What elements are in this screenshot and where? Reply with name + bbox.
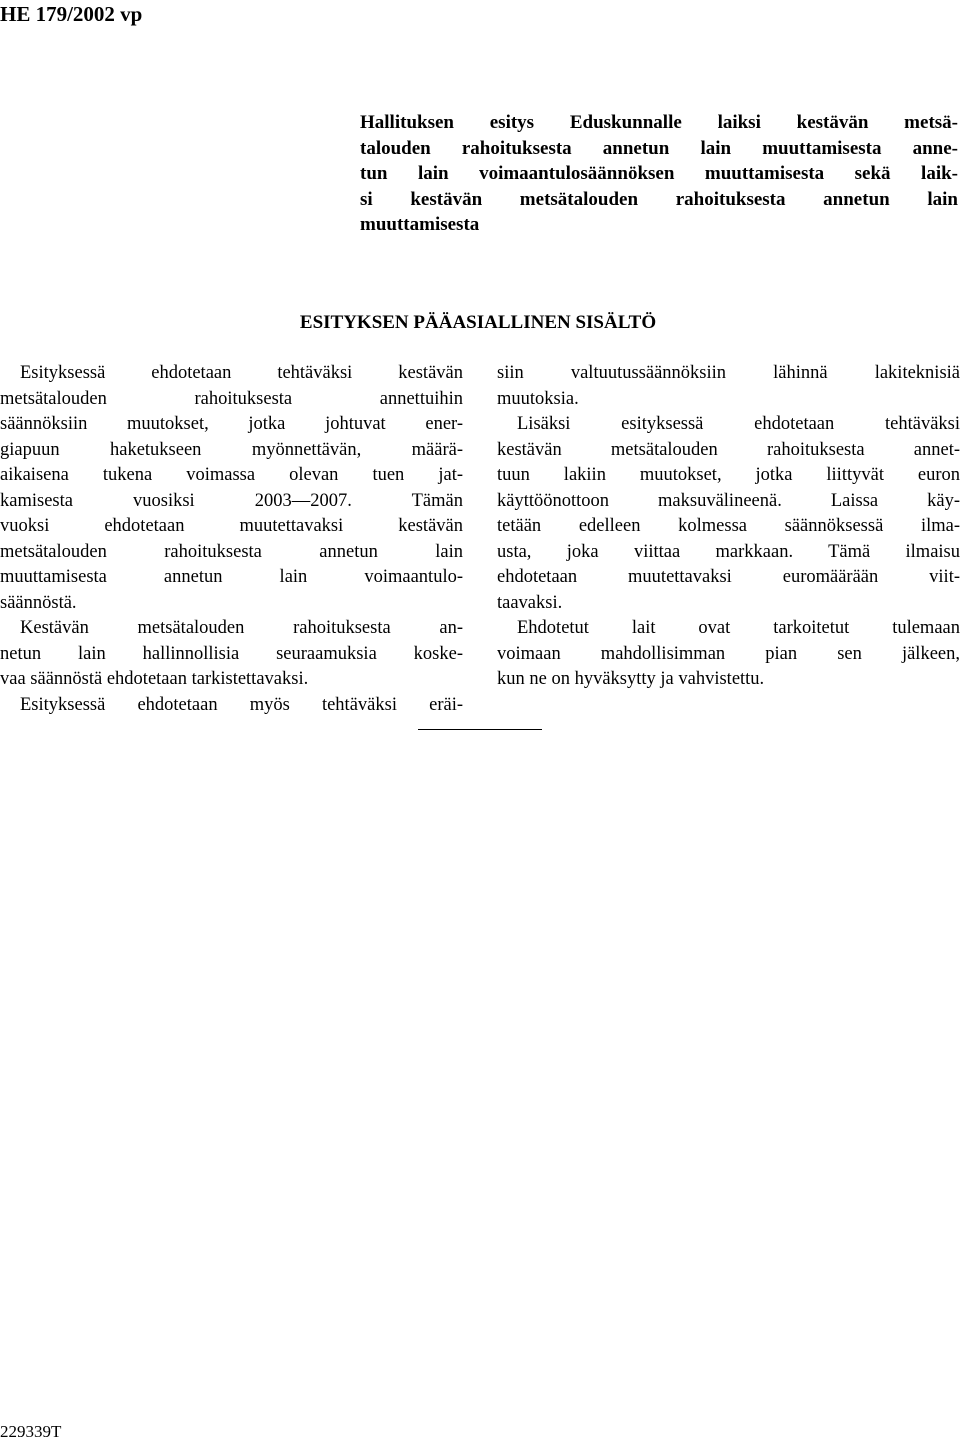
title-line: muuttamisesta <box>360 214 480 235</box>
left-column <box>0 361 463 718</box>
paragraph-line: Kestävän metsätalouden rahoituksesta an- <box>20 618 463 638</box>
paragraph-line: tuun lakiin muutokset, jotka liittyvät euron <box>497 465 960 485</box>
paragraph-line: metsätalouden rahoituksesta annettuihin <box>0 388 463 409</box>
paragraph-line: metsätalouden rahoituksesta annetun lain <box>0 541 463 562</box>
paragraph-line: vuoksi ehdotetaan muutettavaksi kestävän <box>0 516 463 536</box>
paragraph-line: giapuun haketukseen myönnettävän, määrä- <box>0 439 463 460</box>
paragraph-line: muutoksia. <box>497 388 579 409</box>
title-line: talouden rahoituksesta annetun lain muuttamisesta anne- <box>360 137 958 159</box>
title-line: Hallituksen esitys Eduskunnalle laiksi kestävän metsä- <box>360 112 958 133</box>
paragraph-line: ehdotetaan muutettavaksi euromäärään viit- <box>497 567 960 587</box>
document-id: HE 179/2002 vp <box>0 2 143 26</box>
right-column <box>497 361 960 693</box>
footer-code: 229339T <box>0 1422 62 1441</box>
section-heading <box>0 310 960 336</box>
paragraph-line: Esityksessä ehdotetaan myös tehtäväksi eräi- <box>20 694 463 715</box>
title-line: si kestävän metsätalouden rahoituksesta annetun lain <box>360 188 958 210</box>
paragraph-line: siin valtuutussäännöksiin lähinnä lakiteknisiä <box>497 363 960 383</box>
paragraph-line: tetään edelleen kolmessa säännöksessä ilma- <box>497 516 960 536</box>
section-heading-text: ESITYKSEN PÄÄASIALLINEN SISÄLTÖ <box>299 312 657 333</box>
paragraph-line: kamisesta vuosiksi 2003—2007. Tämän <box>0 490 463 511</box>
paragraph-line: kestävän metsätalouden rahoituksesta annet- <box>497 439 960 460</box>
paragraph-line: säännöksiin muutokset, jotka johtuvat ener- <box>0 414 463 434</box>
paragraph-line: taavaksi. <box>497 592 563 613</box>
paragraph-line: kun ne on hyväksytty ja vahvistettu. <box>497 669 765 689</box>
paragraph-line: muuttamisesta annetun lain voimaantulo- <box>0 567 463 587</box>
paragraph-line: säännöstä. <box>0 592 77 613</box>
paragraph-line: aikaisena tukena voimassa olevan tuen jat- <box>0 465 463 485</box>
document-title <box>360 110 958 238</box>
paragraph-line: usta, joka viittaa markkaan. Tämä ilmaisu <box>497 541 960 562</box>
paragraph-line: netun lain hallinnollisia seuraamuksia koske- <box>0 643 463 664</box>
section-divider <box>418 729 542 730</box>
paragraph-line: vaa säännöstä ehdotetaan tarkistettavaksi. <box>0 669 309 689</box>
paragraph-line: Lisäksi esityksessä ehdotetaan tehtäväksi <box>517 414 960 434</box>
paragraph-line: Esityksessä ehdotetaan tehtäväksi kestävän <box>20 363 463 383</box>
title-line: tun lain voimaantulosäännöksen muuttamisesta sekä laik- <box>360 163 958 184</box>
paragraph-line: käyttöönottoon maksuvälineenä. Laissa käy- <box>497 490 960 511</box>
paragraph-line: voimaan mahdollisimman pian sen jälkeen, <box>497 643 960 664</box>
paragraph-line: Ehdotetut lait ovat tarkoitetut tulemaan <box>517 618 960 638</box>
